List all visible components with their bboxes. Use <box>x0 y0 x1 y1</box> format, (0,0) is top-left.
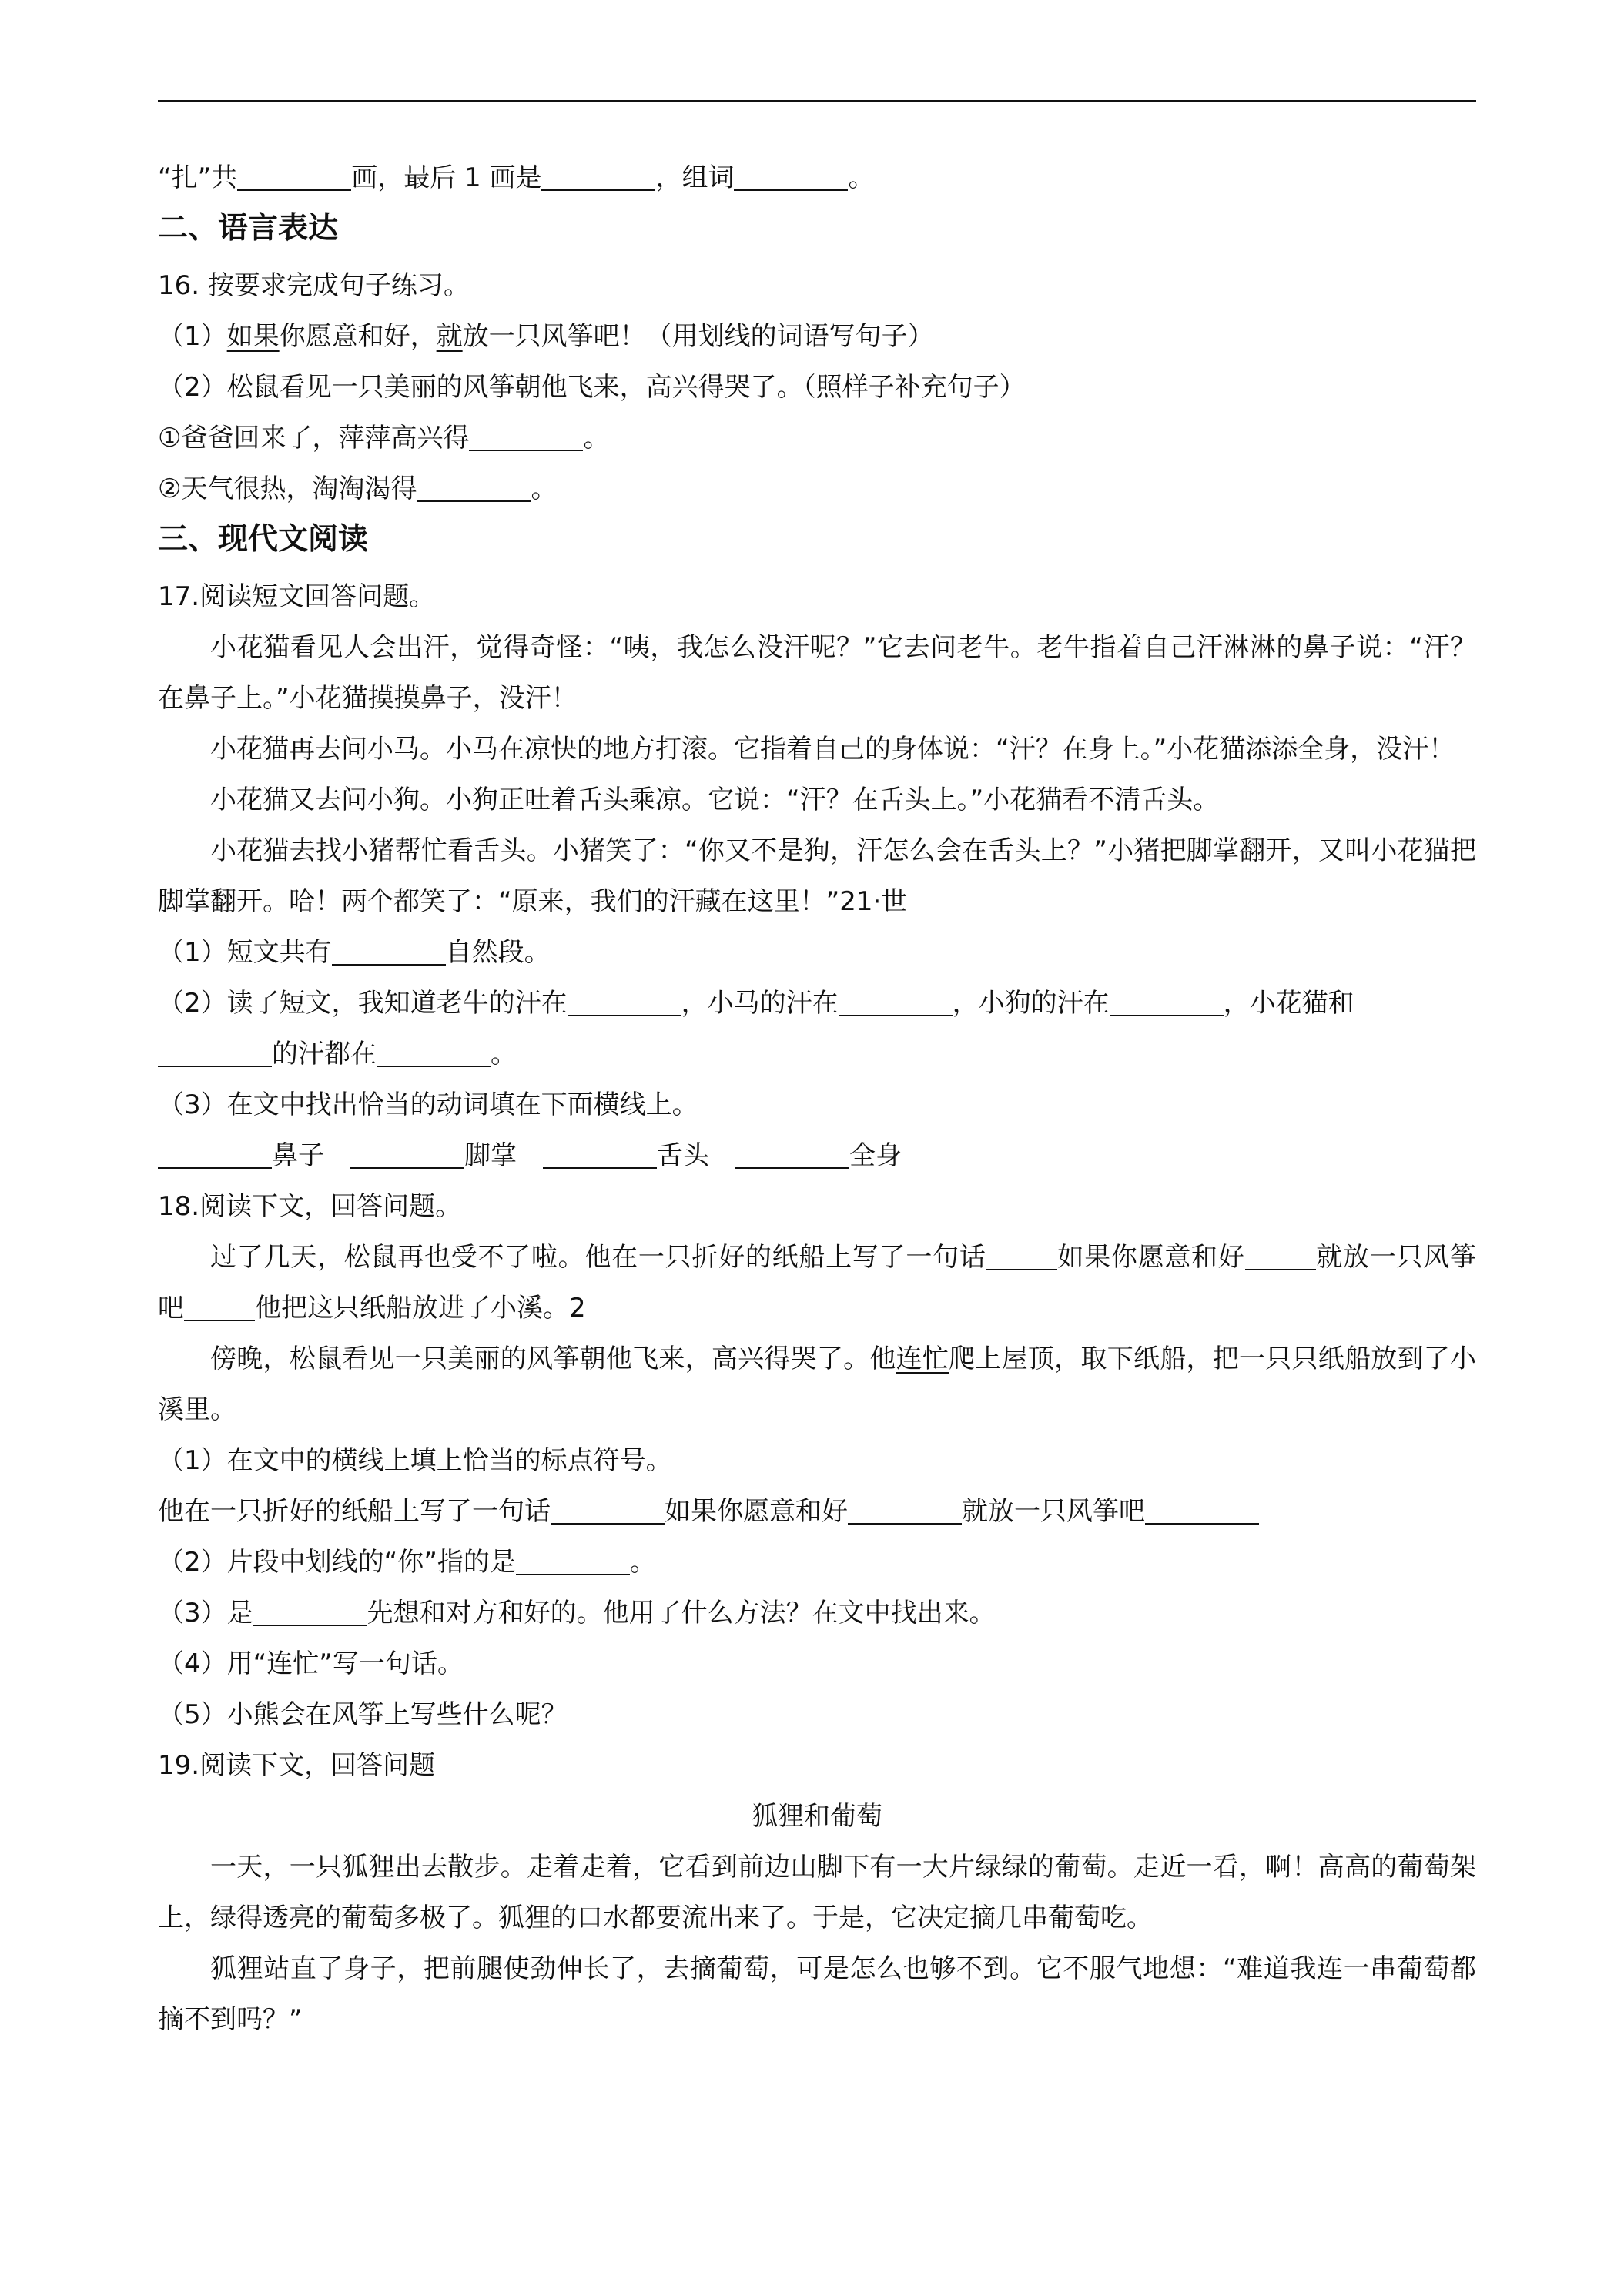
q18-sub-3: （3）是 先想和对方和好的。他用了什么方法？在文中找出来。 <box>158 1598 996 1628</box>
q19-title: 19.阅读下文，回答问题 <box>158 1750 436 1781</box>
q17-sub-3: （3）在文中找出恰当的动词填在下面横线上。 <box>158 1089 698 1120</box>
q16-item-2: （2）松鼠看见一只美丽的风筝朝他飞来，高兴得哭了。（照样子补充句子） <box>158 372 1026 403</box>
q17-sub-1: （1）短文共有 自然段。 <box>158 937 551 968</box>
q18-paragraph: 傍晚，松鼠看见一只美丽的风筝朝他飞来，高兴得哭了。他连忙爬上屋顶，取下纸船，把一只只纸船放到了小溪里。 <box>158 1344 1477 1425</box>
answer-blank[interactable] <box>735 1141 849 1169</box>
answer-blank[interactable] <box>377 1039 491 1067</box>
q16-title: 16. 按要求完成句子练习。 <box>158 270 470 301</box>
q17-paragraph: 小花猫看见人会出汗，觉得奇怪：“咦，我怎么没汗呢？”它去问老牛。老牛指着自己汗淋淋的鼻子说：“汗？在鼻子上。”小花猫摸摸鼻子，没汗！ <box>158 632 1476 714</box>
q18-sub-2: （2）片段中划线的“你”指的是 。 <box>158 1547 656 1578</box>
q18-sub-4: （4）用“连忙”写一句话。 <box>158 1648 464 1679</box>
q18-sub-1: （1）在文中的横线上填上恰当的标点符号。 <box>158 1445 672 1476</box>
q17-paragraph: 小花猫去找小猪帮忙看舌头。小猪笑了：“你又不是狗，汗怎么会在舌头上？”小猪把脚掌翻开，又叫小花猫把脚掌翻开。哈！两个都笑了：“原来，我们的汗藏在这里！”21·世 <box>158 835 1476 917</box>
q17-paragraph: 小花猫再去问小马。小马在凉快的地方打滚。它指着自己的身体说：“汗？在身上。”小花猫添添全身，没汗！ <box>210 734 1455 765</box>
answer-blank[interactable] <box>734 163 848 191</box>
answer-blank[interactable] <box>184 1294 255 1321</box>
answer-blank[interactable] <box>541 163 655 191</box>
answer-blank[interactable] <box>1145 1497 1259 1525</box>
q15-line: “扎”共 画，最后 1 画是 ，组词 。 <box>158 162 875 193</box>
section-3-heading: 三、现代文阅读 <box>158 522 369 557</box>
answer-blank[interactable] <box>1245 1243 1316 1270</box>
answer-blank[interactable] <box>350 1141 464 1169</box>
q18-title: 18.阅读下文，回答问题。 <box>158 1191 462 1222</box>
answer-blank[interactable] <box>568 989 681 1016</box>
q18-paragraph: 过了几天，松鼠再也受不了啦。他在一只折好的纸船上写了一句话 如果你愿意和好 就放一只风筝吧 他把这只纸船放进了小溪。2 <box>158 1242 1477 1324</box>
answer-blank[interactable] <box>158 1039 272 1067</box>
q17-verb-row: 鼻子 脚掌 舌头 全身 <box>158 1130 1476 1181</box>
q17-title: 17.阅读短文回答问题。 <box>158 581 436 612</box>
answer-blank[interactable] <box>839 989 953 1016</box>
q16-item-2b: ②天气很热，淘淘渴得 。 <box>158 474 558 504</box>
answer-blank[interactable] <box>1110 989 1224 1016</box>
answer-blank[interactable] <box>158 1141 272 1169</box>
answer-blank[interactable] <box>516 1548 630 1575</box>
answer-blank[interactable] <box>417 474 531 502</box>
q18-sub-1-line: 他在一只折好的纸船上写了一句话 如果你愿意和好 就放一只风筝吧 <box>158 1486 1476 1537</box>
answer-blank[interactable] <box>551 1497 665 1525</box>
q17-sub-2-cont: 的汗都在 。 <box>158 1029 1476 1079</box>
q18-sub-5: （5）小熊会在风筝上写些什么呢？ <box>158 1699 568 1730</box>
q19-paragraph: 一天，一只狐狸出去散步。走着走着，它看到前边山脚下有一大片绿绿的葡萄。走近一看，啊！高高的葡萄架上，绿得透亮的葡萄多极了。狐狸的口水都要流出来了。于是，它决定摘几串葡萄吃。 <box>158 1852 1476 1933</box>
q16-item-2a: ①爸爸回来了，萍萍高兴得 。 <box>158 423 610 454</box>
answer-blank[interactable] <box>543 1141 657 1169</box>
q17-paragraph: 小花猫又去问小狗。小狗正吐着舌头乘凉。它说：“汗？在舌头上。”小花猫看不清舌头。 <box>210 785 1220 815</box>
answer-blank[interactable] <box>237 163 351 191</box>
header-rule <box>158 100 1476 102</box>
section-2-heading: 二、语言表达 <box>158 211 339 246</box>
worksheet-body <box>158 152 1476 2045</box>
answer-blank[interactable] <box>848 1497 962 1525</box>
q17-sub-2: （2）读了短文，我知道老牛的汗在 ，小马的汗在 ，小狗的汗在 ，小花猫和 <box>158 988 1354 1019</box>
answer-blank[interactable] <box>253 1598 367 1626</box>
answer-blank[interactable] <box>469 423 583 451</box>
answer-blank[interactable] <box>986 1243 1057 1270</box>
q16-item-1: （1）如果你愿意和好，就放一只风筝吧！（用划线的词语写句子） <box>158 321 934 352</box>
q19-paragraph: 狐狸站直了身子，把前腿使劲伸长了，去摘葡萄，可是怎么也够不到。它不服气地想：“难道我连一串葡萄都摘不到吗？” <box>158 1953 1476 2035</box>
story-title: 狐狸和葡萄 <box>752 1801 882 1832</box>
answer-blank[interactable] <box>332 938 446 966</box>
